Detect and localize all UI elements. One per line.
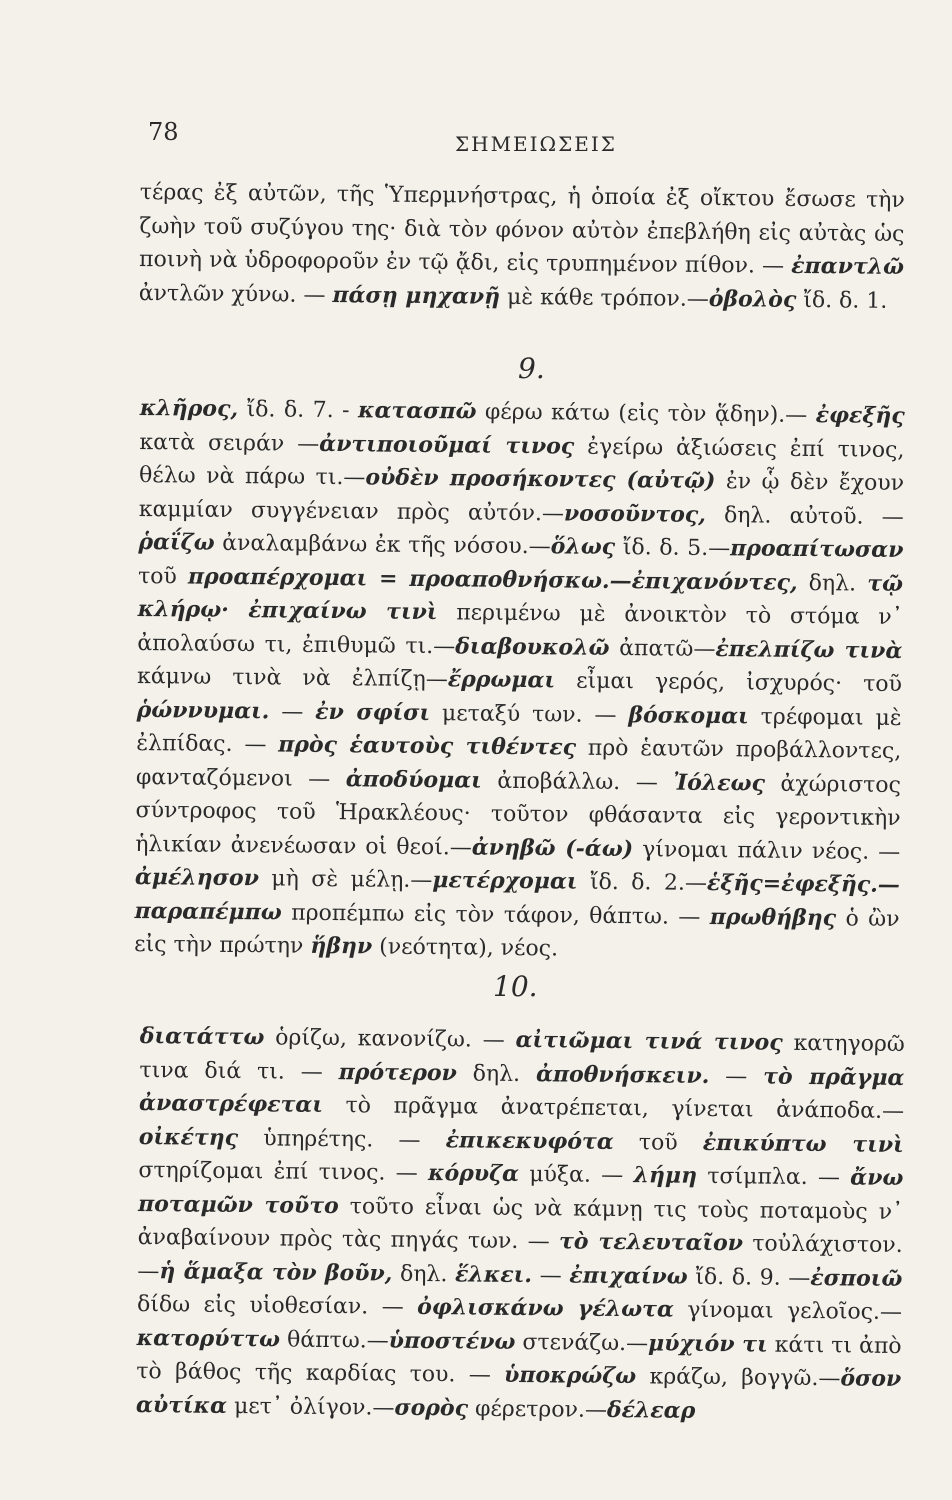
- headword: λήμη: [633, 1162, 698, 1189]
- headword: ἐπελπίζω τινὰ: [715, 635, 903, 664]
- headword: ἐπιχαίνω: [569, 1262, 688, 1290]
- gloss-text: τσίμπλα. —: [696, 1163, 851, 1191]
- headword: οἰκέτης: [138, 1123, 239, 1151]
- headword: μύχιόν τι: [647, 1329, 768, 1358]
- headword: ἐπικύπτω τινὶ: [702, 1129, 904, 1158]
- gloss-text: δηλ. αὐτοῦ. —: [705, 502, 904, 530]
- headword: ὀβολὸς: [708, 285, 797, 313]
- headword: νοσοῦντος,: [563, 499, 707, 528]
- gloss-text: κάτι τι ἀπὸ τὸ βάθος τῆς καρδίας του. —: [136, 1332, 902, 1388]
- gloss-text: μεταξύ των. —: [429, 700, 629, 728]
- gloss-text: μετ᾽ ὀλίγον.—: [226, 1393, 395, 1421]
- gloss-text: ὁ ὢν εἰς τὴν πρώτην: [134, 905, 900, 959]
- headword: ἐν σφίσι: [315, 698, 431, 726]
- running-title: ΣΗΜΕΙΩΣΕΙΣ: [455, 132, 617, 156]
- gloss-text: (νεότητα), νέος.: [372, 934, 559, 962]
- gloss-text: ἴδ. δ. 5.—: [615, 534, 731, 562]
- headword: ῥώννυμαι.: [136, 696, 270, 724]
- notes-block-3: [136, 1020, 905, 1430]
- headword: ἀντιποιοῦμαί τινος: [319, 430, 575, 460]
- headword: κατασπῶ: [357, 397, 477, 425]
- headword: μετέρχομαι: [432, 867, 578, 895]
- section-number-9: 9.: [518, 352, 545, 385]
- gloss-text: κάμνω τινὰ νὰ ἐλπίζῃ—: [136, 663, 448, 693]
- headword: ἕλκει.: [454, 1260, 533, 1288]
- headword: διατάττω: [139, 1022, 265, 1051]
- headword: προαπέρχομαι = προαποθνήσκω.—ἐπιχανόντες,: [187, 563, 798, 596]
- notes-block-1: [139, 176, 905, 318]
- gloss-text: μύξα. —: [518, 1161, 634, 1189]
- gloss-text: στηρίζομαι ἐπί τινος. —: [138, 1157, 429, 1187]
- headword: ἐφεξῆς: [815, 402, 905, 430]
- headword: τὸ τελευταῖον: [558, 1228, 744, 1257]
- headword: ῥαΐζω: [138, 528, 215, 556]
- gloss-text: ἐν ᾧ δὲν ἔχουν καμμίαν συγγένειαν πρὸς αὐτόν.—: [138, 469, 905, 526]
- gloss-text: κράζω, βογγῶ.—: [636, 1364, 841, 1392]
- gloss-text: θάπτω.—: [279, 1326, 389, 1354]
- gloss-text: δηλ.: [392, 1261, 456, 1287]
- page-number: 78: [148, 118, 179, 146]
- headword: ἑξῆς=ἐφεξῆς.—παραπέμπω: [134, 869, 901, 926]
- gloss-text: μὴ σὲ μέλῃ.—: [258, 866, 433, 894]
- gloss-text: στενάζω.—: [515, 1329, 649, 1356]
- gloss-text: γίνομαι πάλιν νέος. —: [633, 836, 901, 865]
- headword: ἡ ἅμαξα τὸν βοῦν,: [159, 1257, 393, 1287]
- gloss-text: πρὸ ἑαυτῶν προβάλλοντες, φανταζόμενοι —: [135, 735, 902, 792]
- headword: ἄνω ποταμῶν τοῦτο: [137, 1164, 904, 1219]
- headword: ἀποδύομαι: [345, 765, 482, 794]
- gloss-text: κατὰ σειράν —: [139, 429, 320, 457]
- headword: βόσκομαι: [628, 701, 749, 729]
- gloss-text: ἐγείρω ἀξιώσεις ἐπί τινος, θέλω νὰ πάρω τι.—: [138, 434, 905, 491]
- gloss-text: —: [531, 1262, 570, 1289]
- gloss-text: —: [709, 1063, 764, 1090]
- headword: κατορύττω: [136, 1324, 281, 1352]
- gloss-text: κατηγορῶ τινα διά τι. —: [139, 1030, 905, 1085]
- headword: κλῆρος,: [139, 394, 239, 423]
- gloss-text: τρέφομαι μὲ ἐλπίδας. —: [136, 703, 902, 758]
- gloss-text: περιμένω μὲ ἀνοικτὸν τὸ στόμα ν᾽ ἀπολαύσω τι, ἐπιθυμῶ τι.—: [137, 600, 903, 659]
- gloss-text: ἀναλαμβάνω ἐκ τῆς νόσου.—: [214, 530, 551, 560]
- headword: πάσῃ μηχανῇ: [332, 281, 501, 310]
- headword: Ἰόλεως: [673, 769, 766, 797]
- gloss-text: τοῦ: [613, 1129, 703, 1156]
- headword: πρότερον: [338, 1058, 457, 1086]
- headword: ἐπικεκυφότα: [445, 1126, 614, 1155]
- gloss-text: ἀντλῶν χύνω. —: [138, 280, 333, 308]
- gloss-text: ἴδ. δ. 7. -: [237, 397, 359, 424]
- headword: ὑποστένω: [388, 1327, 516, 1355]
- gloss-text: τέρας ἐξ αὐτῶν, τῆς Ὑπερμνήστρας, ἡ ὁποία ἐξ οἴκτου ἔσωσε τὴν ζωὴν τοῦ συζύγου της· διὰ τὸν φόνον αὐτὸν ἐπεβλήθη εἰς αὐτὰς ὡς ποινὴ νὰ ὑδροφοροῦν ἐν τῷ ᾄδι, εἰς τρυπημένον πίθον. —: [138, 179, 905, 279]
- headword: οὐδὲν προσήκοντες (αὐτῷ): [365, 464, 716, 495]
- gloss-text: εἶμαι γερός, ἰσχυρός· τοῦ: [554, 668, 903, 697]
- paragraph: [139, 176, 905, 318]
- headword: ἔρρωμαι: [447, 666, 556, 694]
- gloss-text: ἴδ. δ. 9. —: [687, 1264, 811, 1291]
- notes-block-2: [134, 392, 905, 969]
- headword: ὅσον αὐτίκα: [135, 1365, 902, 1419]
- headword: πρωθήβης: [709, 903, 837, 931]
- headword: τὸ πρᾶγμα ἀναστρέφεται: [138, 1063, 905, 1118]
- gloss-text: ἴδ. δ. 1.: [796, 287, 888, 314]
- gloss-text: δίδω εἰς υἱοθεσίαν. —: [136, 1291, 418, 1320]
- gloss-text: προπέμπω εἰς τὸν τάφον, θάπτω. —: [281, 900, 710, 930]
- headword: σορὸς: [394, 1394, 469, 1421]
- page-header: [0, 118, 952, 158]
- gloss-text: ἴδ. δ. 2.—: [577, 869, 708, 896]
- gloss-text: φέρετρον.—: [467, 1395, 608, 1423]
- gloss-text: δηλ.: [456, 1060, 537, 1087]
- headword: ἀμέλησον: [134, 863, 260, 892]
- gloss-text: τοῦ: [137, 563, 189, 590]
- headword: ἀποθνήσκειν.: [535, 1060, 710, 1089]
- headword: ἀνηβῶ (-άω): [471, 834, 634, 862]
- paragraph: [136, 1020, 905, 1430]
- headword: ὑποκρώζω: [503, 1361, 637, 1390]
- gloss-text: ὁρίζω, κανονίζω. —: [264, 1025, 516, 1053]
- headword: ἥβην: [310, 932, 373, 960]
- gloss-text: ἀπατῶ—: [609, 635, 716, 662]
- headword: τῷ κλήρῳ· ἐπιχαίνω τινὶ: [137, 570, 904, 626]
- section-number-10: 10.: [493, 970, 538, 1003]
- gloss-text: ἀχώριστος σύντροφος τοῦ Ἡρακλέους· τοῦτον φθάσαντα εἰς γεροντικὴν ἡλικίαν ἀνενέωσαν οἱ θεοί.—: [135, 771, 902, 860]
- headword: αἰτιῶμαι τινά τινος: [515, 1026, 783, 1056]
- headword: κόρυζα: [427, 1160, 520, 1187]
- gloss-text: φέρω κάτω (εἰς τὸν ᾅδην).—: [476, 399, 816, 429]
- headword: προαπίτωσαν: [730, 535, 904, 564]
- paragraph: [134, 392, 905, 969]
- gloss-text: δηλ.: [797, 570, 868, 597]
- gloss-text: τοῦτο εἶναι ὡς νὰ κάμνῃ τις τοὺς ποταμοὺς ν᾽ ἀναβαίνουν πρὸς τὰς πηγάς των. —: [137, 1193, 904, 1255]
- gloss-text: ἀποβάλλω. —: [481, 768, 674, 796]
- headword: ὀφλισκάνω γέλωτα: [417, 1293, 675, 1323]
- headword: ἐπαντλῶ: [791, 252, 905, 281]
- gloss-text: μὲ κάθε τρόπον.—: [499, 284, 709, 312]
- gloss-text: —: [269, 698, 316, 725]
- gloss-text: τοὐλάχιστον.—: [137, 1231, 903, 1284]
- gloss-text: ὑπηρέτης. —: [238, 1125, 446, 1153]
- gloss-text: τὸ πρᾶγμα ἀνατρέπεται, γίνεται ἀνάποδα.—: [322, 1092, 905, 1125]
- gloss-text: γίνομαι γελοῖος.—: [673, 1297, 903, 1325]
- headword: ἐσποιῶ: [810, 1264, 903, 1292]
- headword: πρὸς ἑαυτοὺς τιθέντες: [278, 731, 577, 761]
- headword: ὅλως: [550, 533, 616, 560]
- headword: διαβουκολῶ: [455, 632, 610, 661]
- headword: δέλεαρ: [606, 1396, 696, 1424]
